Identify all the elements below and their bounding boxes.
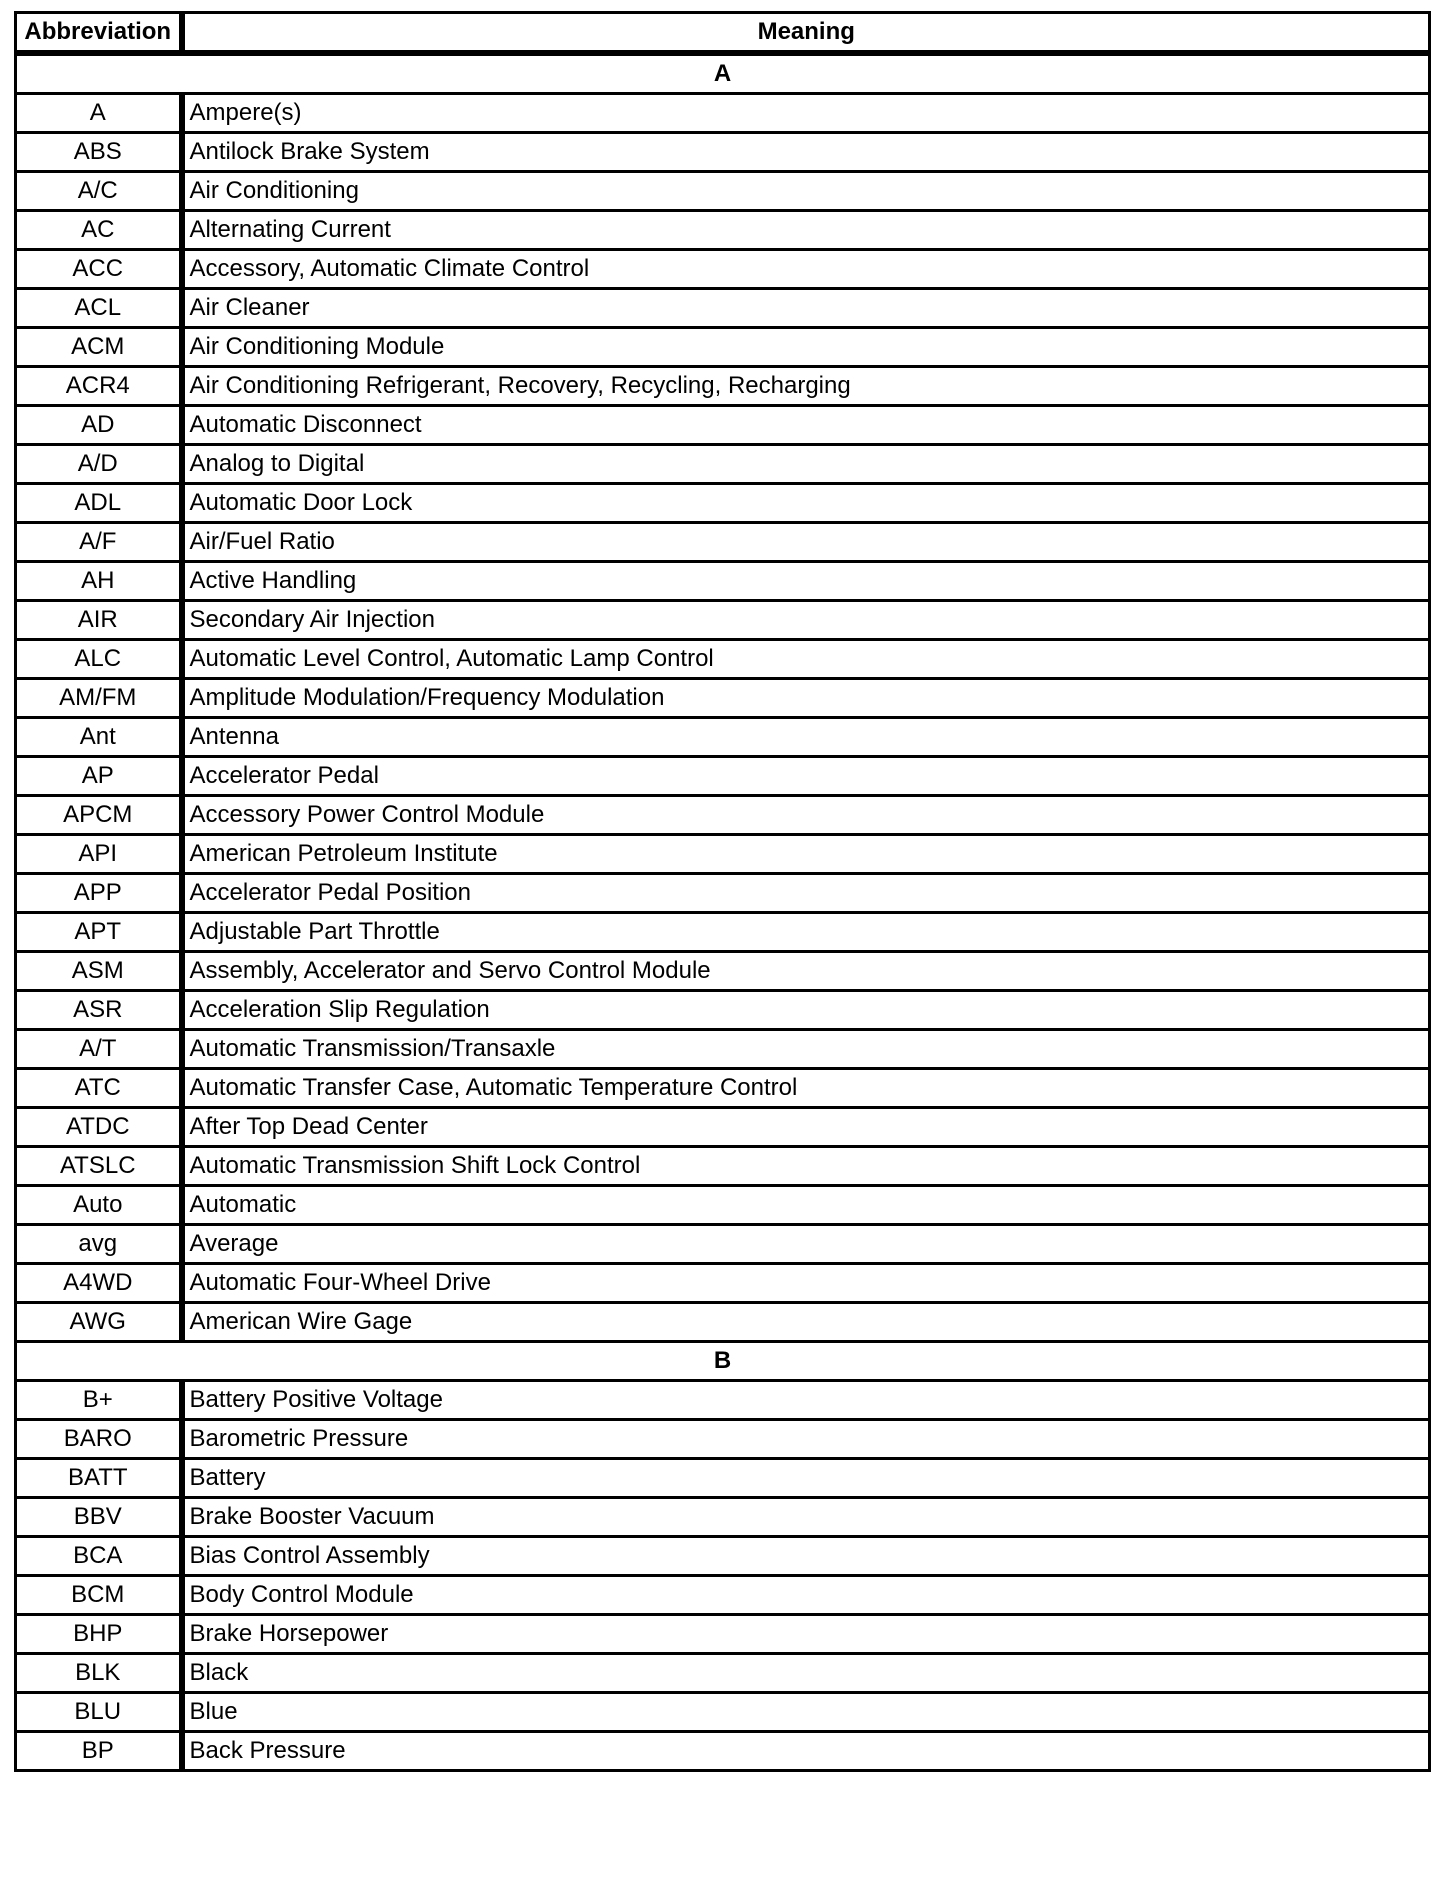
- table-row: [16, 1615, 1430, 1654]
- meaning-cell: Bias Control Assembly: [182, 1537, 1430, 1576]
- table-row: [16, 367, 1430, 406]
- table-row: [16, 757, 1430, 796]
- table-header-row: [16, 13, 1430, 54]
- abbreviation-cell: AIR: [16, 601, 182, 640]
- abbreviation-cell: AD: [16, 406, 182, 445]
- abbreviation-cell: AP: [16, 757, 182, 796]
- table-row: [16, 1537, 1430, 1576]
- abbreviation-cell: ACC: [16, 250, 182, 289]
- table-row: [16, 289, 1430, 328]
- abbreviation-cell: ATC: [16, 1069, 182, 1108]
- section-row-b: [16, 1342, 1430, 1381]
- table-row: [16, 562, 1430, 601]
- abbreviation-cell: ASM: [16, 952, 182, 991]
- table-row: [16, 913, 1430, 952]
- abbreviation-cell: BBV: [16, 1498, 182, 1537]
- meaning-cell: Automatic Level Control, Automatic Lamp Control: [182, 640, 1430, 679]
- table-row: [16, 328, 1430, 367]
- abbreviation-cell: ACM: [16, 328, 182, 367]
- abbreviation-cell: BLK: [16, 1654, 182, 1693]
- table-row: [16, 1498, 1430, 1537]
- table-row: [16, 679, 1430, 718]
- meaning-cell: Battery Positive Voltage: [182, 1381, 1430, 1420]
- meaning-cell: Antenna: [182, 718, 1430, 757]
- meaning-cell: Alternating Current: [182, 211, 1430, 250]
- table-row: [16, 406, 1430, 445]
- meaning-cell: After Top Dead Center: [182, 1108, 1430, 1147]
- table-row: [16, 1069, 1430, 1108]
- abbreviation-cell: APT: [16, 913, 182, 952]
- table-row: [16, 640, 1430, 679]
- abbreviation-cell: BCM: [16, 1576, 182, 1615]
- table-body: [16, 53, 1430, 1771]
- section-letter: B: [16, 1342, 1430, 1381]
- abbreviation-cell: BP: [16, 1732, 182, 1771]
- meaning-cell: Antilock Brake System: [182, 133, 1430, 172]
- abbreviation-cell: A/F: [16, 523, 182, 562]
- abbreviation-cell: ATSLC: [16, 1147, 182, 1186]
- abbreviation-cell: ATDC: [16, 1108, 182, 1147]
- meaning-cell: Air Conditioning Refrigerant, Recovery, Recycling, Recharging: [182, 367, 1430, 406]
- table-row: [16, 172, 1430, 211]
- table-row: [16, 1030, 1430, 1069]
- meaning-cell: Assembly, Accelerator and Servo Control Module: [182, 952, 1430, 991]
- table-row: [16, 796, 1430, 835]
- abbreviation-cell: BHP: [16, 1615, 182, 1654]
- table-row: [16, 484, 1430, 523]
- table-row: [16, 1381, 1430, 1420]
- abbreviation-cell: AWG: [16, 1303, 182, 1342]
- meaning-cell: Automatic Transmission Shift Lock Control: [182, 1147, 1430, 1186]
- abbreviation-cell: ALC: [16, 640, 182, 679]
- table-row: [16, 1264, 1430, 1303]
- abbreviation-cell: A/D: [16, 445, 182, 484]
- meaning-cell: Brake Horsepower: [182, 1615, 1430, 1654]
- table-row: [16, 991, 1430, 1030]
- column-header-meaning: Meaning: [182, 13, 1430, 54]
- meaning-cell: Accessory, Automatic Climate Control: [182, 250, 1430, 289]
- meaning-cell: Automatic Transmission/Transaxle: [182, 1030, 1430, 1069]
- table-row: [16, 1732, 1430, 1771]
- column-header-abbreviation: Abbreviation: [16, 13, 182, 54]
- meaning-cell: Battery: [182, 1459, 1430, 1498]
- table-row: [16, 445, 1430, 484]
- table-row: [16, 1147, 1430, 1186]
- abbreviation-cell: BLU: [16, 1693, 182, 1732]
- meaning-cell: Ampere(s): [182, 94, 1430, 133]
- abbreviation-cell: ACL: [16, 289, 182, 328]
- meaning-cell: American Wire Gage: [182, 1303, 1430, 1342]
- table-row: [16, 211, 1430, 250]
- table-row: [16, 523, 1430, 562]
- table-row: [16, 94, 1430, 133]
- meaning-cell: Automatic Transfer Case, Automatic Temperature Control: [182, 1069, 1430, 1108]
- table-row: [16, 718, 1430, 757]
- table-row: [16, 874, 1430, 913]
- abbreviation-cell: A/T: [16, 1030, 182, 1069]
- meaning-cell: Average: [182, 1225, 1430, 1264]
- meaning-cell: Adjustable Part Throttle: [182, 913, 1430, 952]
- meaning-cell: Air Cleaner: [182, 289, 1430, 328]
- meaning-cell: Secondary Air Injection: [182, 601, 1430, 640]
- meaning-cell: Automatic: [182, 1186, 1430, 1225]
- meaning-cell: Automatic Four-Wheel Drive: [182, 1264, 1430, 1303]
- abbreviation-cell: avg: [16, 1225, 182, 1264]
- meaning-cell: Barometric Pressure: [182, 1420, 1430, 1459]
- meaning-cell: Body Control Module: [182, 1576, 1430, 1615]
- abbreviation-cell: BARO: [16, 1420, 182, 1459]
- abbreviation-table: [14, 11, 1431, 1772]
- meaning-cell: Accelerator Pedal Position: [182, 874, 1430, 913]
- table-row: [16, 1420, 1430, 1459]
- meaning-cell: Black: [182, 1654, 1430, 1693]
- table-row: [16, 1654, 1430, 1693]
- meaning-cell: Air Conditioning: [182, 172, 1430, 211]
- table-row: [16, 1186, 1430, 1225]
- abbreviation-cell: ASR: [16, 991, 182, 1030]
- meaning-cell: Active Handling: [182, 562, 1430, 601]
- abbreviation-cell: APCM: [16, 796, 182, 835]
- table-row: [16, 835, 1430, 874]
- meaning-cell: Acceleration Slip Regulation: [182, 991, 1430, 1030]
- abbreviation-cell: ADL: [16, 484, 182, 523]
- meaning-cell: Back Pressure: [182, 1732, 1430, 1771]
- table-row: [16, 250, 1430, 289]
- table-row: [16, 1108, 1430, 1147]
- meaning-cell: Analog to Digital: [182, 445, 1430, 484]
- meaning-cell: Amplitude Modulation/Frequency Modulation: [182, 679, 1430, 718]
- meaning-cell: Automatic Disconnect: [182, 406, 1430, 445]
- table-row: [16, 1459, 1430, 1498]
- abbreviation-cell: BATT: [16, 1459, 182, 1498]
- meaning-cell: Blue: [182, 1693, 1430, 1732]
- meaning-cell: Air/Fuel Ratio: [182, 523, 1430, 562]
- abbreviation-cell: B+: [16, 1381, 182, 1420]
- abbreviation-cell: A/C: [16, 172, 182, 211]
- meaning-cell: American Petroleum Institute: [182, 835, 1430, 874]
- table-row: [16, 1303, 1430, 1342]
- abbreviation-cell: ABS: [16, 133, 182, 172]
- abbreviation-cell: API: [16, 835, 182, 874]
- abbreviation-cell: BCA: [16, 1537, 182, 1576]
- table-row: [16, 952, 1430, 991]
- abbreviation-cell: Auto: [16, 1186, 182, 1225]
- meaning-cell: Accelerator Pedal: [182, 757, 1430, 796]
- table-row: [16, 1225, 1430, 1264]
- table-row: [16, 1693, 1430, 1732]
- table-row: [16, 133, 1430, 172]
- abbreviation-cell: Ant: [16, 718, 182, 757]
- table-row: [16, 1576, 1430, 1615]
- abbreviation-cell: A: [16, 94, 182, 133]
- abbreviation-cell: AH: [16, 562, 182, 601]
- abbreviation-cell: A4WD: [16, 1264, 182, 1303]
- abbreviation-cell: APP: [16, 874, 182, 913]
- section-row-a: [16, 53, 1430, 94]
- abbreviation-cell: AM/FM: [16, 679, 182, 718]
- abbreviation-cell: ACR4: [16, 367, 182, 406]
- abbreviation-cell: AC: [16, 211, 182, 250]
- meaning-cell: Accessory Power Control Module: [182, 796, 1430, 835]
- table-row: [16, 601, 1430, 640]
- section-letter: A: [16, 53, 1430, 94]
- meaning-cell: Air Conditioning Module: [182, 328, 1430, 367]
- meaning-cell: Automatic Door Lock: [182, 484, 1430, 523]
- meaning-cell: Brake Booster Vacuum: [182, 1498, 1430, 1537]
